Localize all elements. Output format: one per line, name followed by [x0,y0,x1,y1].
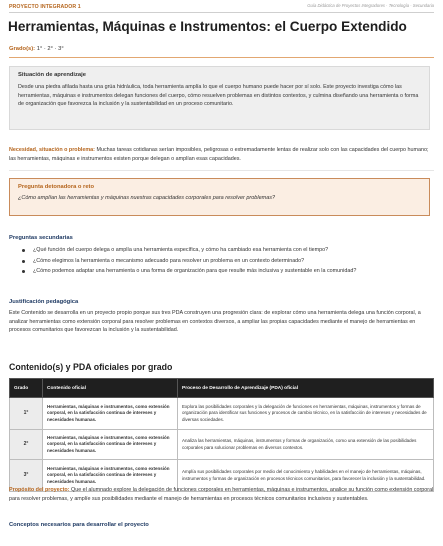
bullet-icon [22,260,25,263]
pda-cell: Analiza las herramientas, máquinas, instrumentos y formas de organización, como una extensión de las posibilidades corporales para solucionar problemas en diversos contextos. [178,430,434,460]
list-item [22,267,427,276]
conceptos-title: Conceptos necesarios para desarrollar el proyecto [9,522,149,528]
list-item [22,246,427,255]
pregunta-text: ¿Cómo amplían las herramientas y máquinas nuestras capacidades corporales para resolver problemas? [18,195,276,201]
grade-cell: 1° [10,398,43,430]
justificacion-title: Justificación pedagógica [9,299,79,305]
contenido-cell: Herramientas, máquinas e instrumentos, como extensión corporal, en la satisfacción continua de intereses y necesidades humanas. [43,460,178,492]
list-item-text: ¿Cómo elegimos la herramienta o mecanismo adecuado para resolver un problema en un contexto determinado? [33,257,305,264]
grade-cell: 2° [10,430,43,460]
grade-line [9,46,64,52]
bullet-icon [22,249,25,252]
grade-label: Grado(s): [9,46,36,52]
necesidad-text: Muchas tareas cotidianas serían imposibles, peligrosas o extremadamente lentas de realizar solo con las capacidades del cuerpo humano; las herramientas, máquinas e instrumentos existen porque delegan o amplían esas capacidades. [9,147,429,162]
justificacion-text: Este Contenido se desarrolla en un proyecto propio porque sus tres PDA construyen una progresión clara: de explorar cómo una herramienta delega una función corporal, a analizar herramientas como extensión corporal para resolver problemas en contextos diversos, a ampliar las propias capacidades mediante el manejo de herramientas en procesos comunitarios que favorezcan la inclusión y la sustentabilidad. [9,310,421,334]
pda-cell: Amplía sus posibilidades corporales por medio del conocimiento y habilidades en el manejo de herramientas, máquinas, instrumentos y formas de organización en procesos técnicos comunitarios, para favorecer la inclusión y la sustentabilidad. [178,460,434,492]
table-row [10,430,434,460]
grade-cell: 3° [10,460,43,492]
contenido-cell: Herramientas, máquinas e instrumentos, como extensión corporal, en la satisfacción continua de intereses y necesidades humanas. [43,430,178,460]
table-header-row [10,379,434,398]
secundarias-list [22,246,427,278]
divider [9,12,434,13]
list-item [22,257,427,266]
list-item-text: ¿Cómo podemos adaptar una herramienta o una forma de organización para que resulte más inclusiva y sustentable en la comunidad? [33,268,357,275]
proposito-text: Que el alumnado explore la delegación de funciones corporales en herramientas, máquinas e instrumentos, analice su función como extensión corporal para resolver problemas, y amplíe sus posibilidades mediante el manejo de herramientas en procesos técnicos comunitarios inclusivos y sustentables. [9,487,434,502]
header-meta: Guía Didáctica de Proyectos Integradores · Tecnología · Secundaria [307,3,434,8]
page-title: Herramientas, Máquinas e Instrumentos: el Cuerpo Extendido [8,19,407,34]
pda-cell: Explora las posibilidades corporales y la delegación de funciones en herramientas, máquinas, instrumentos y formas de organización para identificar sus funciones y procesos de cambio técnico, en la satisfacción de intereses y necesidades de diversas sociedades. [178,398,434,430]
situacion-box [9,66,430,130]
divider [9,170,434,171]
list-item-text: ¿Qué función del cuerpo delega o amplía una herramienta específica, y cómo ha cambiado esa herramienta con el tiempo? [33,247,329,253]
contenido-cell: Herramientas, máquinas e instrumentos, como extensión corporal, en la satisfacción continua de intereses y necesidades humanas. [43,398,178,430]
situacion-title: Situación de aprendizaje [18,72,86,78]
necesidad-paragraph [9,146,434,163]
necesidad-label: Necesidad, situación o problema: [9,147,95,153]
secundarias-title: Preguntas secundarias [9,235,73,241]
situacion-text: Desde una piedra afilada hasta una grúa hidráulica, toda herramienta amplía lo que el cuerpo humano puede hacer por sí solo. Este proyecto investiga cómo las herramientas, máquinas e instrumentos delegan funciones del cuerpo, cómo resuelven problemas en distintos contextos, y culmina diseñando una herramienta o forma de organización que favorezca la inclusión y la sustentabilidad en un proceso comunitario. [18,84,419,108]
accent-divider [9,57,434,58]
proposito-paragraph [9,486,434,503]
grade-value: 1° · 2° · 3° [36,46,64,52]
project-kicker: PROYECTO INTEGRADOR 1 [9,4,81,10]
pregunta-box [9,178,430,216]
pda-table [9,378,434,492]
proposito-label: Propósito del proyecto: [9,487,70,493]
table-row [10,398,434,430]
column-header-grado: Grado [10,379,43,398]
column-header-contenido: Contenido oficial [43,379,178,398]
pregunta-title: Pregunta detonadora o reto [18,184,95,190]
bullet-icon [22,270,25,273]
contenidos-title: Contenido(s) y PDA oficiales por grado [9,362,173,372]
column-header-pda: Proceso de Desarrollo de Aprendizaje (PDA) oficial [178,379,434,398]
